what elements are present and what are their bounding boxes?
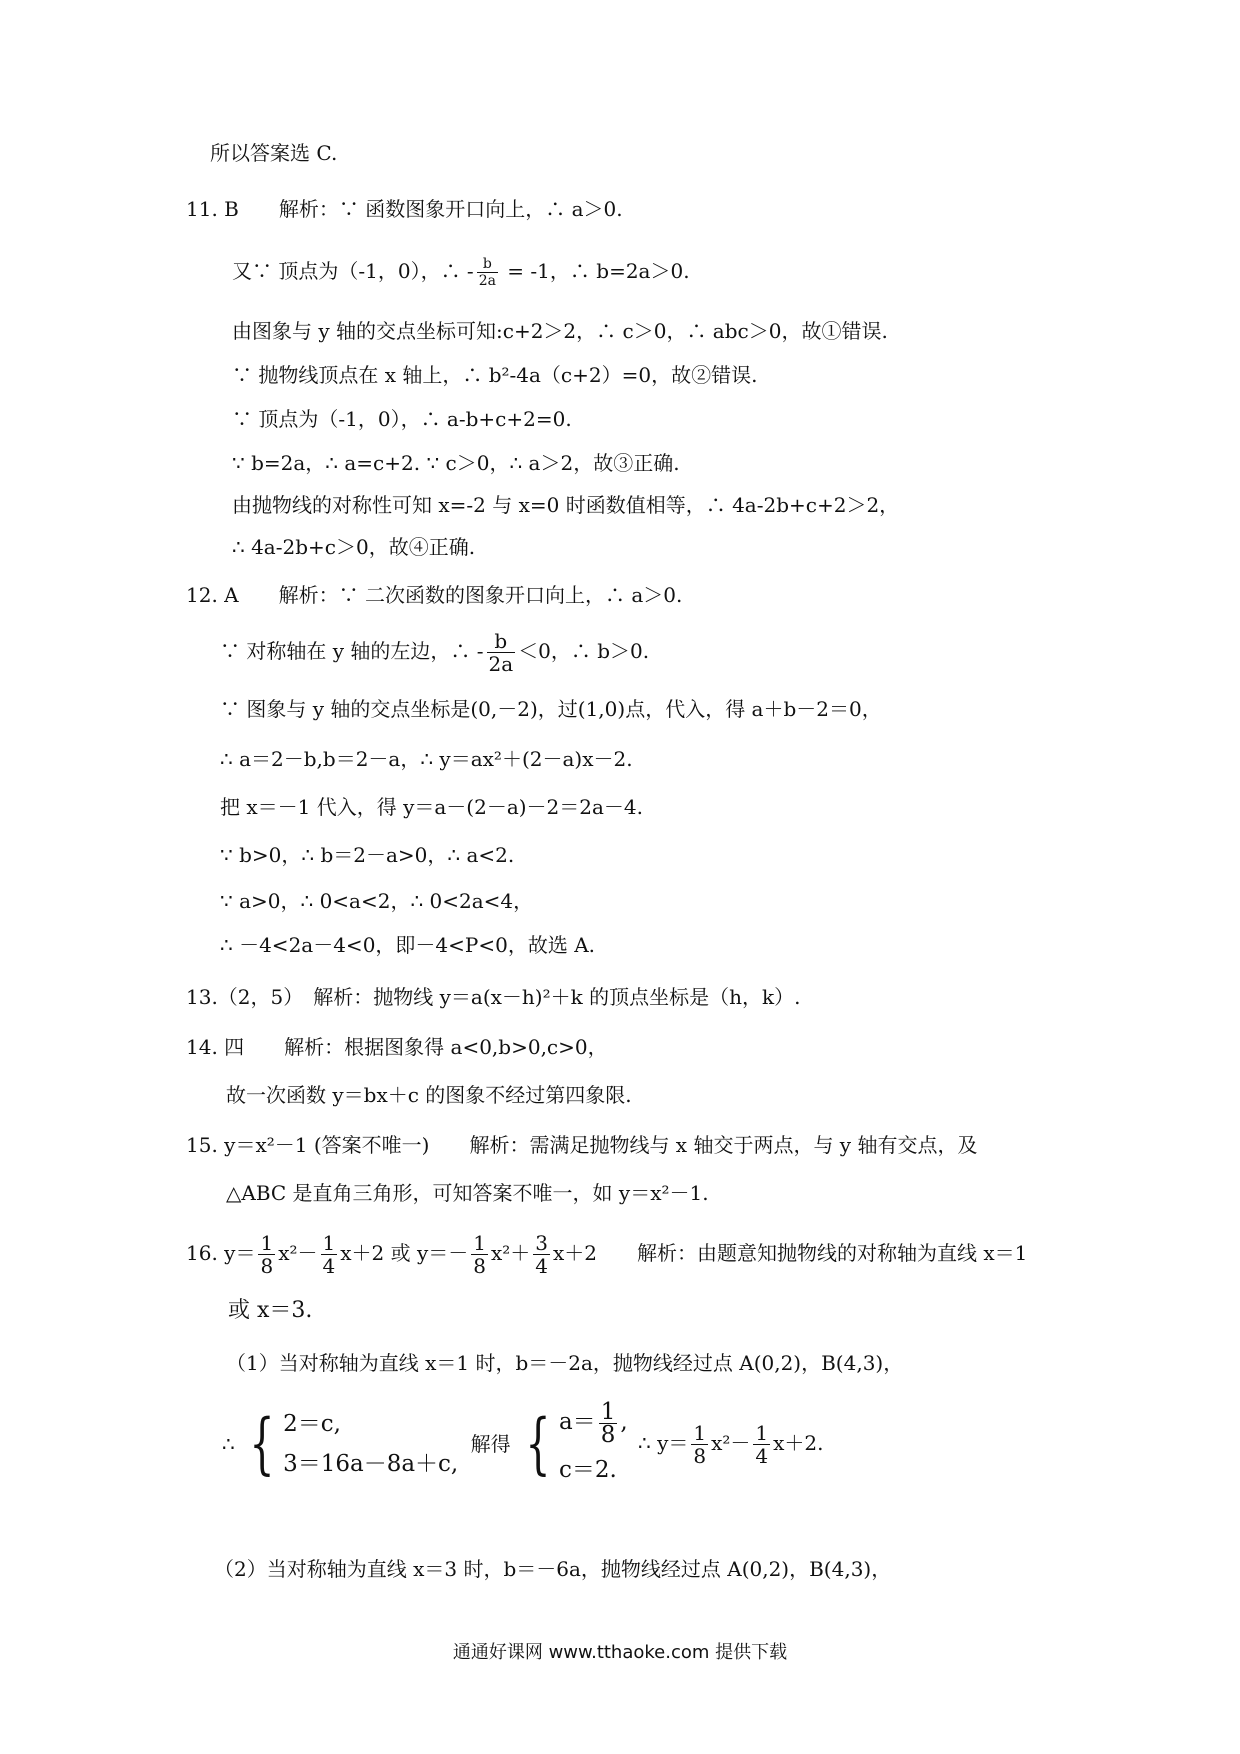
denominator: 8 bbox=[693, 1443, 707, 1468]
fraction-b-over-2a bbox=[487, 630, 516, 675]
answer-11-vertex-line bbox=[232, 256, 690, 289]
text: ∵ 对称轴在 y 轴的左边，∴ - bbox=[220, 639, 484, 663]
answer-12-axis-line bbox=[220, 630, 649, 675]
denominator: 8 bbox=[473, 1254, 486, 1278]
denominator: 2a bbox=[488, 652, 514, 676]
answer-11-header: 11. B 解析：∵ 函数图象开口向上，∴ a＞0. bbox=[186, 197, 623, 221]
text: x＋2. bbox=[773, 1430, 824, 1455]
answer-16-system bbox=[222, 1396, 824, 1500]
answer-16-case-1: （1）当对称轴为直线 x＝1 时，b＝－2a，抛物线经过点 A(0,2)，B(4,3)， bbox=[226, 1351, 904, 1375]
text: , bbox=[620, 1409, 628, 1435]
answer-11-line-6: ∵ b=2a，∴ a=c+2. ∵ c＞0，∴ a＞2，故③正确. bbox=[232, 451, 680, 475]
text: x²－ bbox=[278, 1241, 318, 1265]
numerator: 1 bbox=[755, 1420, 769, 1445]
answer-12-line-3: ∵ 图象与 y 轴的交点坐标是(0,－2)，过(1,0)点，代入，得 a＋b－2＝0， bbox=[220, 697, 882, 721]
answer-11-line-3: 由图象与 y 轴的交点坐标可知:c+2＞2，∴ c＞0，∴ abc＞0，故①错误. bbox=[232, 319, 888, 343]
answer-12-line-4: ∴ a＝2－b,b＝2－a，∴ y＝ax²＋(2－a)x－2. bbox=[220, 747, 633, 771]
fraction-three-quarters bbox=[533, 1232, 550, 1277]
answer-16-case-2: （2）当对称轴为直线 x＝3 时，b＝－6a，抛物线经过点 A(0,2)，B(4,3)， bbox=[214, 1557, 892, 1581]
left-brace: { bbox=[525, 1405, 551, 1482]
numerator: 1 bbox=[693, 1420, 707, 1445]
answer-11-line-8: ∴ 4a-2b+c＞0，故④正确. bbox=[232, 535, 476, 559]
numerator: 1 bbox=[322, 1231, 336, 1255]
denominator: 4 bbox=[535, 1254, 549, 1278]
answer-14-line-2: 故一次函数 y＝bx＋c 的图象不经过第四象限. bbox=[226, 1083, 632, 1107]
equation-1: 2＝c, bbox=[283, 1411, 341, 1437]
text: 16. y＝ bbox=[186, 1241, 256, 1265]
answer-12-header: 12. A 解析：∵ 二次函数的图象开口向上，∴ a＞0. bbox=[186, 583, 683, 607]
answer-14: 14. 四 解析：根据图象得 a<0,b>0,c>0， bbox=[186, 1035, 608, 1059]
fraction-one-eighth bbox=[258, 1232, 275, 1277]
denominator: 8 bbox=[600, 1421, 616, 1448]
answer-11-line-5: ∵ 顶点为（-1，0），∴ a-b+c+2=0. bbox=[232, 407, 572, 431]
text: 又∵ 顶点为（-1，0），∴ - bbox=[232, 259, 474, 283]
answer-15-line-2: △ABC 是直角三角形，可知答案不唯一，如 y＝x²－1. bbox=[226, 1181, 709, 1205]
numerator: 1 bbox=[600, 1398, 616, 1425]
denominator: 8 bbox=[260, 1254, 274, 1278]
numerator: 1 bbox=[260, 1231, 274, 1255]
answer-12-line-8: ∴ －4<2a－4<0，即－4<P<0，故选 A. bbox=[220, 933, 595, 957]
line-conclusion-10: 所以答案选 C. bbox=[210, 141, 338, 165]
answer-13: 13.（2，5） 解析：抛物线 y＝a(x－h)²＋k 的顶点坐标是（h，k）. bbox=[186, 985, 801, 1009]
fraction-one-eighth bbox=[691, 1422, 708, 1467]
fraction-b-over-2a bbox=[477, 256, 498, 289]
text: x＋2 解析：由题意知抛物线的对称轴为直线 x＝1 bbox=[553, 1241, 1028, 1265]
answer-16-header bbox=[186, 1232, 1027, 1277]
numerator: b bbox=[482, 256, 492, 272]
answer-11-line-4: ∵ 抛物线顶点在 x 轴上，∴ b²-4a（c+2）=0，故②错误. bbox=[232, 363, 758, 387]
numerator: b bbox=[494, 629, 508, 653]
solution-system bbox=[559, 1396, 628, 1492]
therefore: ∴ bbox=[222, 1432, 235, 1456]
page-footer: 通通好课网 www.tthaoke.com 提供下载 bbox=[452, 1642, 788, 1663]
answer-11-line-7: 由抛物线的对称性可知 x=-2 与 x=0 时函数值相等，∴ 4a-2b+c+2＞2， bbox=[232, 493, 900, 517]
answer-15: 15. y＝x²－1 (答案不唯一) 解析：需满足抛物线与 x 轴交于两点，与 y 轴有交点，及 bbox=[186, 1133, 978, 1157]
fraction-one-quarter bbox=[321, 1232, 338, 1277]
fraction-one-quarter bbox=[753, 1422, 770, 1467]
solution-c: c＝2. bbox=[558, 1457, 617, 1483]
result-equation bbox=[638, 1420, 824, 1468]
text: ＜0，∴ b＞0. bbox=[518, 639, 650, 663]
text: x＋2 或 y＝－ bbox=[340, 1241, 469, 1265]
text: a＝ bbox=[558, 1409, 596, 1435]
fraction-one-eighth bbox=[471, 1232, 488, 1277]
answer-12-line-7: ∵ a>0，∴ 0<a<2，∴ 0<2a<4， bbox=[220, 889, 534, 913]
text: x²＋ bbox=[491, 1241, 531, 1265]
answer-16-line-2: 或 x＝3. bbox=[228, 1298, 313, 1323]
denominator: 4 bbox=[755, 1443, 769, 1468]
equation-system bbox=[283, 1404, 458, 1484]
answer-12-line-6: ∵ b>0，∴ b＝2－a>0，∴ a<2. bbox=[220, 843, 515, 867]
fraction-one-eighth bbox=[599, 1398, 618, 1448]
left-brace: { bbox=[249, 1405, 275, 1482]
solution-a bbox=[559, 1396, 628, 1448]
denominator: 2a bbox=[478, 273, 496, 289]
text: = -1，∴ b=2a＞0. bbox=[500, 259, 690, 283]
text: x²－ bbox=[711, 1430, 751, 1455]
text: ∴ y＝ bbox=[638, 1430, 689, 1455]
denominator: 4 bbox=[322, 1254, 336, 1278]
numerator: 1 bbox=[473, 1231, 486, 1255]
answer-12-line-5: 把 x＝－1 代入，得 y＝a－(2－a)－2＝2a－4. bbox=[220, 795, 644, 819]
equation-2: 3＝16a－8a＋c, bbox=[283, 1451, 459, 1477]
solve-label: 解得 bbox=[470, 1432, 511, 1456]
numerator: 3 bbox=[535, 1231, 549, 1255]
